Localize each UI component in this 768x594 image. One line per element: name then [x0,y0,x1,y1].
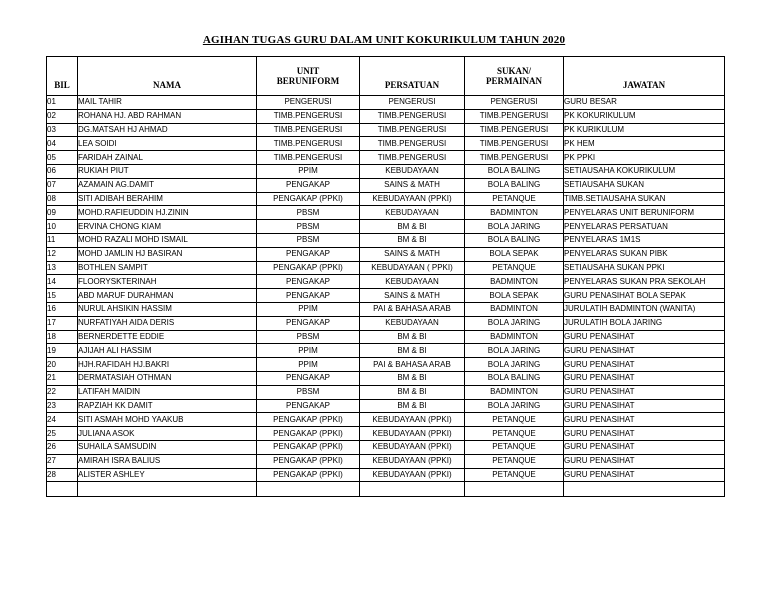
cell-bil: 24 [47,413,78,427]
table-row [47,427,725,441]
table-row [47,275,725,289]
table-row [47,220,725,234]
header-persatuan: PERSATUAN [360,57,465,96]
cell-sukan-permainan: BADMINTON [465,385,564,399]
cell-unit-beruniform: PENGERUSI [257,96,360,110]
table-row [47,109,725,123]
cell-bil: 27 [47,454,78,468]
cell-nama: AJIJAH ALI HASSIM [78,344,257,358]
cell-jawatan: JURULATIH BADMINTON (WANITA) [564,302,725,316]
cell-bil: 21 [47,371,78,385]
cell-nama: AZAMAIN AG.DAMIT [78,178,257,192]
header-jawatan: JAWATAN [564,57,725,96]
cell-bil: 04 [47,137,78,151]
cell-nama: FARIDAH ZAINAL [78,151,257,165]
cell-unit-beruniform: PENGAKAP (PPKI) [257,468,360,482]
cell-persatuan: BM & BI [360,344,465,358]
cell-sukan-permainan: BOLA BALING [465,164,564,178]
cell-bil: 26 [47,440,78,454]
table-header-row [47,57,725,96]
cell-persatuan: KEBUDAYAAN (PPKI) [360,454,465,468]
cell-nama: LATIFAH MAIDIN [78,385,257,399]
table-row [47,164,725,178]
table-body [47,96,725,497]
cell-unit-beruniform: TIMB.PENGERUSI [257,151,360,165]
table-row [47,289,725,303]
empty-cell [465,482,564,497]
cell-persatuan: KEBUDAYAAN (PPKI) [360,413,465,427]
cell-persatuan: BM & BI [360,385,465,399]
cell-bil: 08 [47,192,78,206]
table-row [47,358,725,372]
cell-nama: SITI ADIBAH BERAHIM [78,192,257,206]
cell-bil: 03 [47,123,78,137]
cell-nama: NURUL AHSIKIN HASSIM [78,302,257,316]
cell-unit-beruniform: PENGAKAP (PPKI) [257,192,360,206]
header-sukan-line1: SUKAN/ [496,66,531,76]
cell-sukan-permainan: BOLA JARING [465,399,564,413]
cell-nama: ERVINA CHONG KIAM [78,220,257,234]
cell-bil: 22 [47,385,78,399]
table-row [47,151,725,165]
cell-jawatan: GURU PENASIHAT [564,427,725,441]
cell-bil: 25 [47,427,78,441]
table-row [47,371,725,385]
cell-nama: MOHD.RAFIEUDDIN HJ.ZININ [78,206,257,220]
cell-bil: 02 [47,109,78,123]
cell-nama: DG.MATSAH HJ AHMAD [78,123,257,137]
duty-table [46,56,725,497]
cell-nama: AMIRAH ISRA BALIUS [78,454,257,468]
cell-persatuan: BM & BI [360,371,465,385]
cell-unit-beruniform: PENGAKAP [257,371,360,385]
table-row [47,206,725,220]
cell-jawatan: GURU PENASIHAT [564,371,725,385]
cell-persatuan: SAINS & MATH [360,178,465,192]
cell-sukan-permainan: BOLA JARING [465,316,564,330]
cell-persatuan: KEBUDAYAAN [360,316,465,330]
cell-bil: 13 [47,261,78,275]
cell-sukan-permainan: PETANQUE [465,413,564,427]
cell-unit-beruniform: PENGAKAP [257,275,360,289]
cell-sukan-permainan: PENGERUSI [465,96,564,110]
cell-unit-beruniform: PENGAKAP (PPKI) [257,440,360,454]
empty-cell [78,482,257,497]
cell-bil: 01 [47,96,78,110]
cell-nama: HJH.RAFIDAH HJ.BAKRI [78,358,257,372]
cell-jawatan: GURU PENASIHAT [564,413,725,427]
cell-sukan-permainan: BADMINTON [465,302,564,316]
cell-persatuan: TIMB.PENGERUSI [360,109,465,123]
cell-jawatan: GURU PENASIHAT [564,330,725,344]
cell-nama: BERNERDETTE EDDIE [78,330,257,344]
cell-unit-beruniform: PENGAKAP [257,289,360,303]
empty-cell [47,482,78,497]
header-sukan-line2: PERMAINAN [486,76,542,86]
cell-unit-beruniform: PENGAKAP [257,247,360,261]
cell-nama: DERMATASIAH OTHMAN [78,371,257,385]
cell-unit-beruniform: PBSM [257,233,360,247]
table-row [47,316,725,330]
cell-bil: 15 [47,289,78,303]
cell-bil: 14 [47,275,78,289]
table-row [47,399,725,413]
cell-nama: MOHD JAMLIN HJ BASIRAN [78,247,257,261]
cell-persatuan: BM & BI [360,220,465,234]
cell-unit-beruniform: TIMB.PENGERUSI [257,123,360,137]
cell-sukan-permainan: PETANQUE [465,192,564,206]
header-sukan-permainan [465,57,564,96]
cell-jawatan: SETIAUSAHA SUKAN PPKI [564,261,725,275]
cell-persatuan: KEBUDAYAAN ( PPKI) [360,261,465,275]
cell-jawatan: PENYELARAS SUKAN PRA SEKOLAH [564,275,725,289]
cell-persatuan: SAINS & MATH [360,247,465,261]
cell-jawatan: GURU PENASIHAT [564,358,725,372]
cell-unit-beruniform: PBSM [257,330,360,344]
cell-nama: BOTHLEN SAMPIT [78,261,257,275]
cell-jawatan: GURU PENASIHAT [564,385,725,399]
table-row [47,123,725,137]
cell-jawatan: GURU PENASIHAT [564,440,725,454]
cell-nama: MAIL TAHIR [78,96,257,110]
cell-persatuan: KEBUDAYAAN (PPKI) [360,468,465,482]
cell-jawatan: GURU PENASIHAT [564,344,725,358]
cell-unit-beruniform: PENGAKAP [257,316,360,330]
cell-bil: 28 [47,468,78,482]
cell-unit-beruniform: PPIM [257,164,360,178]
cell-unit-beruniform: TIMB.PENGERUSI [257,109,360,123]
table-row [47,192,725,206]
empty-cell [360,482,465,497]
cell-bil: 06 [47,164,78,178]
cell-sukan-permainan: BOLA SEPAK [465,247,564,261]
cell-unit-beruniform: PENGAKAP (PPKI) [257,454,360,468]
cell-sukan-permainan: BOLA JARING [465,344,564,358]
cell-jawatan: GURU PENASIHAT BOLA SEPAK [564,289,725,303]
table-row [47,302,725,316]
cell-bil: 12 [47,247,78,261]
cell-nama: JULIANA ASOK [78,427,257,441]
table-row [47,344,725,358]
cell-sukan-permainan: BOLA BALING [465,233,564,247]
header-bil: BIL [47,57,78,96]
cell-jawatan: TIMB.SETIAUSAHA SUKAN [564,192,725,206]
cell-persatuan: SAINS & MATH [360,289,465,303]
cell-jawatan: SETIAUSAHA SUKAN [564,178,725,192]
cell-unit-beruniform: PENGAKAP (PPKI) [257,413,360,427]
cell-persatuan: BM & BI [360,330,465,344]
cell-unit-beruniform: PENGAKAP (PPKI) [257,427,360,441]
cell-persatuan: KEBUDAYAAN [360,206,465,220]
cell-bil: 16 [47,302,78,316]
header-nama: NAMA [78,57,257,96]
table-row [47,261,725,275]
table-row [47,413,725,427]
cell-bil: 19 [47,344,78,358]
cell-jawatan: PENYELARAS UNIT BERUNIFORM [564,206,725,220]
cell-nama: SITI ASMAH MOHD YAAKUB [78,413,257,427]
cell-persatuan: BM & BI [360,233,465,247]
cell-unit-beruniform: PPIM [257,344,360,358]
table-row [47,454,725,468]
cell-bil: 10 [47,220,78,234]
table-row [47,330,725,344]
cell-bil: 11 [47,233,78,247]
cell-nama: ROHANA HJ. ABD RAHMAN [78,109,257,123]
cell-sukan-permainan: BADMINTON [465,330,564,344]
cell-persatuan: KEBUDAYAAN [360,275,465,289]
cell-jawatan: GURU BESAR [564,96,725,110]
cell-sukan-permainan: BOLA BALING [465,371,564,385]
table-row [47,440,725,454]
cell-unit-beruniform: PENGAKAP [257,178,360,192]
cell-bil: 05 [47,151,78,165]
cell-persatuan: PENGERUSI [360,96,465,110]
table-row [47,137,725,151]
cell-sukan-permainan: TIMB.PENGERUSI [465,151,564,165]
cell-unit-beruniform: PENGAKAP (PPKI) [257,261,360,275]
cell-sukan-permainan: BOLA JARING [465,358,564,372]
cell-jawatan: GURU PENASIHAT [564,454,725,468]
cell-jawatan: PENYELARAS 1M1S [564,233,725,247]
header-unit-beruniform [257,57,360,96]
cell-nama: FLOORYSKTERINAH [78,275,257,289]
cell-sukan-permainan: BADMINTON [465,275,564,289]
empty-row [47,482,725,497]
cell-sukan-permainan: BADMINTON [465,206,564,220]
cell-jawatan: SETIAUSAHA KOKURIKULUM [564,164,725,178]
cell-nama: NURFATIYAH AIDA DERIS [78,316,257,330]
empty-cell [257,482,360,497]
cell-sukan-permainan: PETANQUE [465,261,564,275]
cell-sukan-permainan: TIMB.PENGERUSI [465,137,564,151]
cell-sukan-permainan: PETANQUE [465,468,564,482]
cell-jawatan: PK KURIKULUM [564,123,725,137]
cell-jawatan: PK KOKURIKULUM [564,109,725,123]
cell-unit-beruniform: PENGAKAP [257,399,360,413]
table-row [47,178,725,192]
cell-sukan-permainan: PETANQUE [465,440,564,454]
cell-nama: RUKIAH PIUT [78,164,257,178]
cell-persatuan: KEBUDAYAAN (PPKI) [360,192,465,206]
cell-nama: SUHAILA SAMSUDIN [78,440,257,454]
cell-nama: ABD MARUF DURAHMAN [78,289,257,303]
cell-bil: 09 [47,206,78,220]
table-row [47,468,725,482]
cell-nama: ALISTER ASHLEY [78,468,257,482]
cell-unit-beruniform: PBSM [257,206,360,220]
cell-jawatan: GURU PENASIHAT [564,399,725,413]
cell-unit-beruniform: PPIM [257,302,360,316]
cell-sukan-permainan: BOLA SEPAK [465,289,564,303]
cell-sukan-permainan: BOLA BALING [465,178,564,192]
cell-persatuan: KEBUDAYAAN [360,164,465,178]
cell-nama: RAPZIAH KK DAMIT [78,399,257,413]
cell-jawatan: JURULATIH BOLA JARING [564,316,725,330]
cell-jawatan: PENYELARAS PERSATUAN [564,220,725,234]
table-row [47,247,725,261]
table-row [47,233,725,247]
cell-unit-beruniform: PBSM [257,385,360,399]
header-unit-line2: BERUNIFORM [276,76,340,86]
empty-cell [564,482,725,497]
document-title: AGIHAN TUGAS GURU DALAM UNIT KOKURIKULUM TAHUN 2020 [202,34,566,46]
table-row [47,96,725,110]
table-row [47,385,725,399]
cell-jawatan: GURU PENASIHAT [564,468,725,482]
cell-sukan-permainan: TIMB.PENGERUSI [465,109,564,123]
cell-jawatan: PK PPKI [564,151,725,165]
cell-nama: MOHD RAZALI MOHD ISMAIL [78,233,257,247]
cell-unit-beruniform: PPIM [257,358,360,372]
cell-persatuan: PAI & BAHASA ARAB [360,302,465,316]
cell-unit-beruniform: TIMB.PENGERUSI [257,137,360,151]
cell-persatuan: TIMB.PENGERUSI [360,137,465,151]
cell-persatuan: TIMB.PENGERUSI [360,123,465,137]
cell-bil: 18 [47,330,78,344]
cell-persatuan: BM & BI [360,399,465,413]
header-unit-line1: UNIT [296,66,320,76]
cell-bil: 07 [47,178,78,192]
cell-bil: 20 [47,358,78,372]
cell-unit-beruniform: PBSM [257,220,360,234]
cell-bil: 23 [47,399,78,413]
cell-jawatan: PK HEM [564,137,725,151]
cell-persatuan: TIMB.PENGERUSI [360,151,465,165]
cell-sukan-permainan: PETANQUE [465,427,564,441]
cell-persatuan: KEBUDAYAAN (PPKI) [360,427,465,441]
cell-persatuan: PAI & BAHASA ARAB [360,358,465,372]
cell-sukan-permainan: TIMB.PENGERUSI [465,123,564,137]
cell-persatuan: KEBUDAYAAN (PPKI) [360,440,465,454]
cell-sukan-permainan: BOLA JARING [465,220,564,234]
cell-nama: LEA SOIDI [78,137,257,151]
cell-bil: 17 [47,316,78,330]
cell-sukan-permainan: PETANQUE [465,454,564,468]
cell-jawatan: PENYELARAS SUKAN PIBK [564,247,725,261]
